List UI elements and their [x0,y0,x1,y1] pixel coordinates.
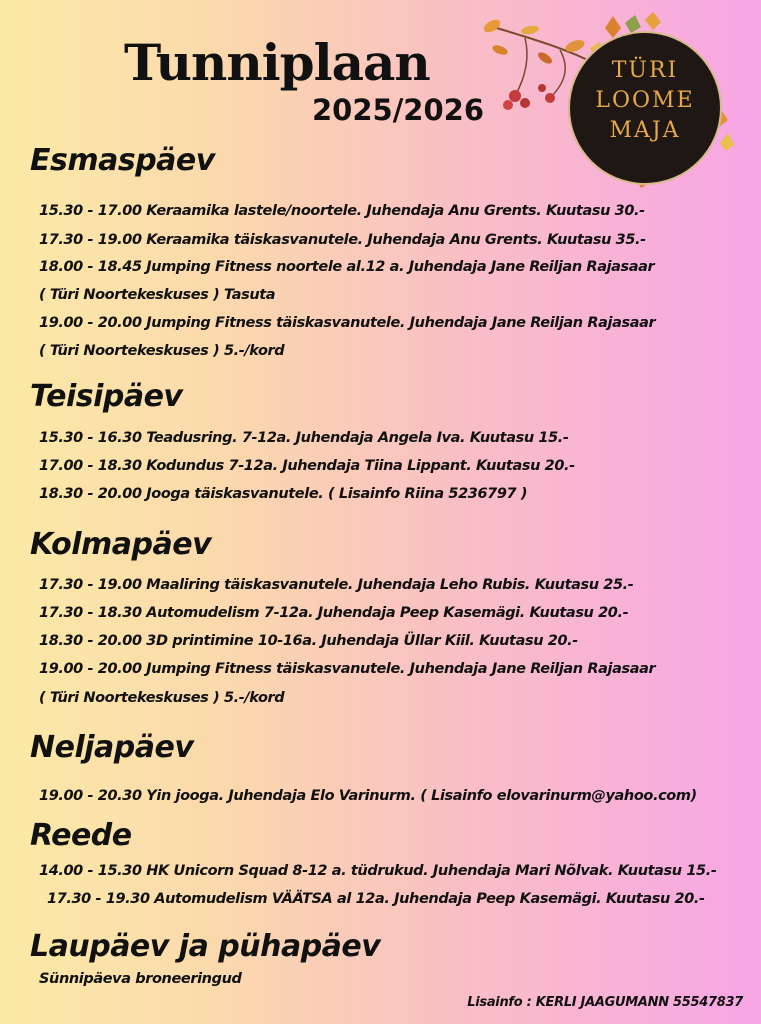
schedule-line: ( Türi Noortekeskuses ) 5.-/kord [39,343,285,359]
day-heading-reede: Reede [30,818,132,853]
schedule-line: 19.00 - 20.30 Yin jooga. Juhendaja Elo Varinurm. ( Lisainfo elovarinurm@yahoo.com) [39,788,697,804]
schedule-line: 15.30 - 17.00 Keraamika lastele/noortele. Juhendaja Anu Grents. Kuutasu 30.- [39,203,645,219]
schedule-line: 17.00 - 18.30 Kodundus 7-12a. Juhendaja Tiina Lippant. Kuutasu 20.- [39,458,575,474]
day-heading-teisipaev: Teisipäev [30,379,183,414]
schedule-line: 15.30 - 16.30 Teadusring. 7-12a. Juhendaja Angela Iva. Kuutasu 15.- [39,430,569,446]
logo-line: MAJA [609,118,681,143]
logo-line: TÜRI [611,58,679,83]
schedule-line: 17.30 - 19.00 Keraamika täiskasvanutele. Juhendaja Anu Grents. Kuutasu 35.- [39,232,646,248]
schedule-line: 18.30 - 20.00 3D printimine 10-16a. Juhendaja Üllar Kiil. Kuutasu 20.- [39,633,578,649]
schedule-line: 17.30 - 19.30 Automudelism VÄÄTSA al 12a. Juhendaja Peep Kasemägi. Kuutasu 20.- [47,891,705,907]
day-heading-weekend: Laupäev ja pühapäev [30,929,381,964]
day-heading-kolmapaev: Kolmapäev [30,527,212,562]
logo-line: LOOME [595,88,695,113]
page-title: Tunniplaan [124,33,430,92]
schedule-line: 18.00 - 18.45 Jumping Fitness noortele al.12 a. Juhendaja Jane Reiljan Rajasaar [39,259,655,275]
school-year: 2025/2026 [312,93,485,127]
schedule-line: 18.30 - 20.00 Jooga täiskasvanutele. ( Lisainfo Riina 5236797 ) [39,486,528,502]
day-heading-esmaspaev: Esmaspäev [30,143,215,178]
schedule-line: 19.00 - 20.00 Jumping Fitness täiskasvanutele. Juhendaja Jane Reiljan Rajasaar [39,315,656,331]
logo-text [570,56,720,146]
schedule-line: Sünnipäeva broneeringud [39,971,242,987]
schedule-line: ( Türi Noortekeskuses ) Tasuta [39,287,276,303]
schedule-line: ( Türi Noortekeskuses ) 5.-/kord [39,690,285,706]
schedule-line: 17.30 - 18.30 Automudelism 7-12a. Juhendaja Peep Kasemägi. Kuutasu 20.- [39,605,629,621]
schedule-line: 19.00 - 20.00 Jumping Fitness täiskasvanutele. Juhendaja Jane Reiljan Rajasaar [39,661,656,677]
turi-loomemaja-logo [470,8,755,193]
schedule-line: 14.00 - 15.30 HK Unicorn Squad 8-12 a. tüdrukud. Juhendaja Mari Nõlvak. Kuutasu 15.- [39,863,717,879]
contact-info: Lisainfo : KERLI JAAGUMANN 55547837 [467,995,743,1010]
schedule-line: 17.30 - 19.00 Maaliring täiskasvanutele. Juhendaja Leho Rubis. Kuutasu 25.- [39,577,634,593]
day-heading-neljapaev: Neljapäev [30,730,194,765]
